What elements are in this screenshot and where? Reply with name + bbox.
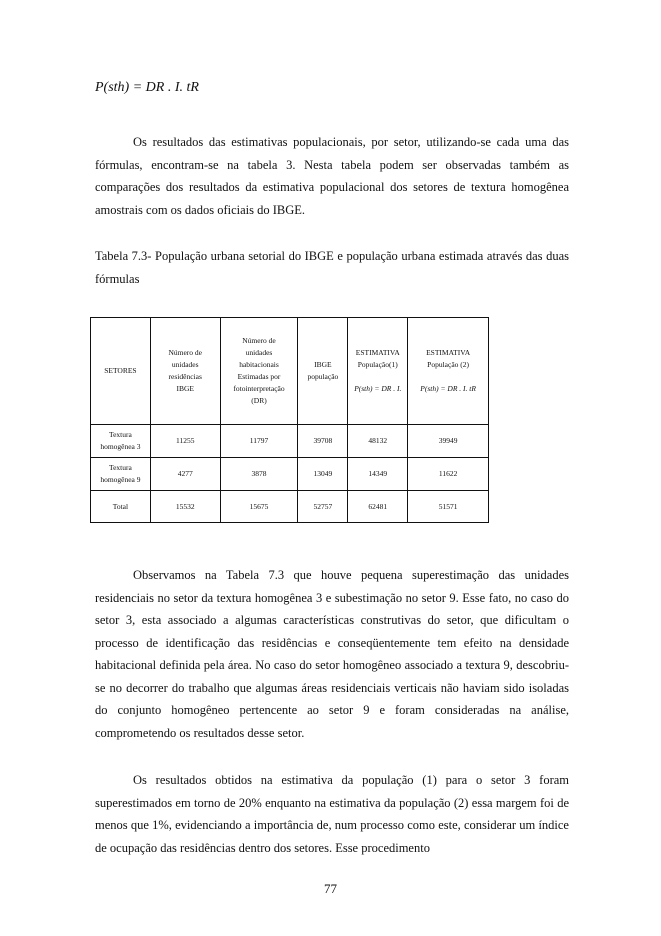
header-line xyxy=(350,371,405,383)
row-label-line: Textura xyxy=(109,463,132,472)
header-line: unidades xyxy=(245,348,273,357)
header-line: Número de xyxy=(242,336,276,345)
cell: 15675 xyxy=(220,491,298,523)
header-line: unidades xyxy=(171,360,199,369)
header-line: IBGE xyxy=(176,384,194,393)
cell: 51571 xyxy=(408,491,489,523)
header-line: Estimadas por xyxy=(237,372,281,381)
header-estimativa-1 xyxy=(348,318,408,425)
header-line: População (2) xyxy=(427,360,470,369)
cell: 13049 xyxy=(298,458,348,491)
header-line: Número de xyxy=(168,348,202,357)
cell: 62481 xyxy=(348,491,408,523)
header-residencias-ibge xyxy=(150,318,220,425)
cell: 4277 xyxy=(150,458,220,491)
row-label xyxy=(91,458,151,491)
header-estimativa-2 xyxy=(408,318,489,425)
header-line xyxy=(410,371,486,383)
table-caption xyxy=(95,245,569,290)
header-line: residências xyxy=(168,372,202,381)
header-line: (DR) xyxy=(251,396,267,405)
cell: 48132 xyxy=(348,425,408,458)
table-row xyxy=(91,425,489,458)
header-line: População(1) xyxy=(357,360,398,369)
header-line: população xyxy=(307,372,339,381)
header-line: ESTIMATIVA xyxy=(355,348,400,357)
cell: 15532 xyxy=(150,491,220,523)
cell: 14349 xyxy=(348,458,408,491)
cell: 39708 xyxy=(298,425,348,458)
table-row xyxy=(91,458,489,491)
cell: 52757 xyxy=(298,491,348,523)
paragraph-2 xyxy=(95,564,569,744)
paragraph-3 xyxy=(95,769,569,859)
header-line: IBGE xyxy=(314,360,332,369)
formula: P(sth) = DR . I. tR xyxy=(95,80,199,95)
population-table xyxy=(90,317,489,523)
header-unidades-estimadas xyxy=(220,318,298,425)
paragraph-1 xyxy=(95,131,569,221)
paragraph-3-text: Os resultados obtidos na estimativa da população (1) para o setor 3 foram superestimados em torno de 20% enquanto na estimativa da população (2) essa margem foi de menos que 1%, evidenciando a importância de, num processo como este, considerar um índice de ocupação das residências dentro dos setores. Esse procedimento xyxy=(95,773,569,855)
cell: 11797 xyxy=(220,425,298,458)
paragraph-2-text: Observamos na Tabela 7.3 que houve pequena superestimação das unidades residenciais no setor da textura homogênea 3 e subestimação no setor 9. Esse fato, no caso do setor 3, esta associado a algumas características construtivas do setor, que dificultam o processo de identificação das residências e conseqüentemente tem efeito na densidade habitacional definida pela área. No caso do setor homogêneo associado a textura 9, descobriu-se no decorrer do trabalho que algumas áreas residenciais verticais não haviam sido isoladas do conjunto homogêneo pertencente ao setor 9 e foram consideradas na análise, comprometendo os resultados desse setor. xyxy=(95,568,569,740)
cell: 39949 xyxy=(408,425,489,458)
total-label: Total xyxy=(91,491,151,523)
paragraph-1-text: Os resultados das estimativas populacionais, por setor, utilizando-se cada uma das fórmulas, encontram-se na tabela 3. Nesta tabela podem ser observadas também as comparações dos resultados da estimativa populacional dos setores de textura homogênea amostrais com os dados oficiais do IBGE. xyxy=(95,135,569,217)
table-total-row xyxy=(91,491,489,523)
cell: 3878 xyxy=(220,458,298,491)
header-line: fotointerpretação xyxy=(233,384,285,393)
header-setores: SETORES xyxy=(91,318,151,425)
header-line: ESTIMATIVA xyxy=(426,348,471,357)
cell: 11622 xyxy=(408,458,489,491)
page-number: 77 xyxy=(324,881,337,896)
row-label xyxy=(91,425,151,458)
header-formula: P(sth) = DR . I. xyxy=(354,384,402,393)
cell: 11255 xyxy=(150,425,220,458)
header-formula: P(sth) = DR . I. tR xyxy=(420,384,476,393)
row-label-line: Textura xyxy=(109,430,132,439)
row-label-line: homogênea 9 xyxy=(100,475,141,484)
row-label-line: homogênea 3 xyxy=(100,442,141,451)
header-line: habitacionais xyxy=(239,360,279,369)
table-caption-text: Tabela 7.3- População urbana setorial do IBGE e população urbana estimada através das duas fórmulas xyxy=(95,249,569,286)
header-ibge-populacao xyxy=(298,318,348,425)
table-header-row xyxy=(91,318,489,425)
